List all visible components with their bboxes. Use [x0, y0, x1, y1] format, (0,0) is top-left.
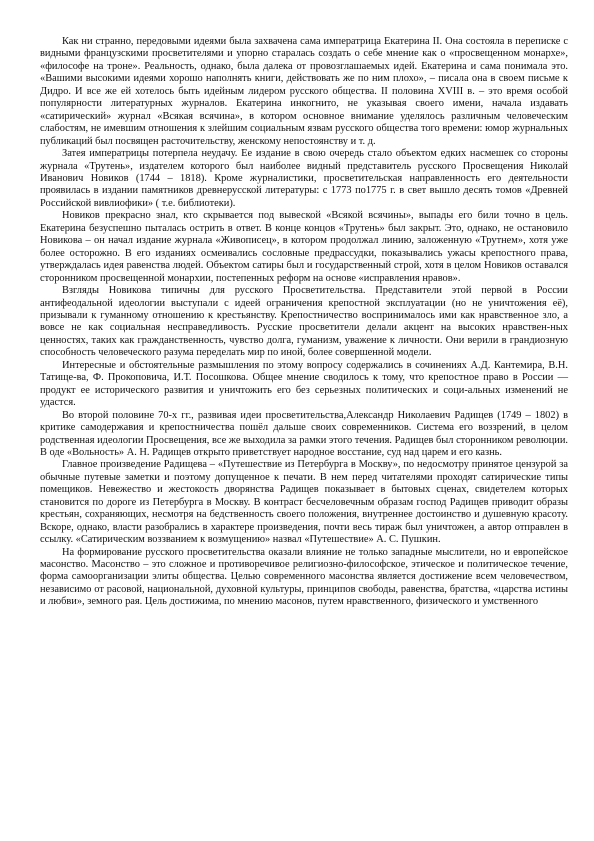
paragraph: Новиков прекрасно знал, кто скрывается под вывеской «Всякой всячины», выпады его били точно в цель. Екатерина безуспешно пыталась острить в ответ. В конце концов «Трутень» был закрыт. Это, однако, не остановило Новикова – он начал издание журнала «Живописец», в котором продолжал линию, заложенную «Трутнем», хотя уже более осторожно. В его изданиях осмеивались сословные предрассудки, показывались ужасы крепостного права, утверждалась идея равенства людей. Объектом сатиры был и государственный строй, хотя в целом Новиков оставался сторонником просвещенной монархии, постепенных реформ на основе «исправления нравов».	[40, 210, 568, 284]
paragraph: Затея императрицы потерпела неудачу. Ее издание в свою очередь стало объектом едких насмешек со стороны журнала «Трутень», издателем которого был наиболее видный представитель русского Просвещения Николай Иванович Новиков (1744 – 1818). Кроме журналистики, просветительская направленность его деятельности проявилась в издании памятников древнерусской литературы: с 1773 по1775 г. в свет вышло десять томов «Древней Российской вивлиофики» ( т.е. библиотеки).	[40, 148, 568, 209]
paragraph: Главное произведение Радищева – «Путешествие из Петербурга в Москву», по недосмотру принятое цензурой за обычные путевые заметки и поэтому допущенное к печати. В нем перед читателями проходят сатирические типы помещиков. Невежество и жестокость дворянства Радищев показывает в бытовых сценах, свидетелем которых становится по дороге из Петербурга в Москву. В контраст бесчеловечным образам господ Радищев приводит образы крестьян, сохраняющих, несмотря на бедственность своего положения, внутреннее достоинство и душевную красоту. Вскоре, однако, власти разобрались в характере произведения, почти весь тираж был уничтожен, а автор отправлен в ссылку. «Сатирическим воззванием к возмущению» назвал «Путешествие» А. С. Пушкин.	[40, 459, 568, 546]
paragraph: Взгляды Новикова типичны для русского Просветительства. Представители этой первой в России антифеодальной идеологии выступали с идеей ограничения крепостной эксплуатации (но не уничтожения её), призывали к гуманному отношению к крестьянству. Крепостничество воспринималось ими как нравственное зло, а вовсе не как социальная несправедливость. Русские просветители делали акцент на высоких нравствен-ных ценностях, таких как гражданственность, чувство долга, гуманизм, уважение к личности. Они верили в грандиозную способность человеческого разума переделать мир по иной, более совершенной модели.	[40, 285, 568, 359]
paragraph: Как ни странно, передовыми идеями была захвачена сама императрица Екатерина II. Она состояла в переписке с видными французскими просветителями и упорно старалась создать о себе мнение как о «просвещенном монархе», «философе на троне». Реальность, однако, была далека от провозглашаемых идей. Екатерина и сама понимала это. «Вашими высокими идеями хорошо наполнять книги, действовать же по ним плохо», – писала она в своем письме к Дидро. И все же ей хотелось быть идейным лидером русского общества. II половина XVIII в. – это время особой популярности литературных журналов. Екатерина инкогнито, не указывая своего имени, начала издавать «сатирический» журнал «Всякая всячина», в котором основное внимание уделялось различным человеческим слабостям, не имевшим отношения к злейшим социальным язвам русского общества того времени: юмор журнальных публикаций был посвящен расточительству, женскому непостоянству и т. д.	[40, 36, 568, 147]
document-page	[40, 36, 568, 609]
paragraph: На формирование русского просветительства оказали влияние не только западные мыслители, но и европейское масонство. Масонство – это сложное и противоречивое религиозно-философское, этическое и политическое течение, форма самоорганизации элиты общества. Целью современного масонства является достижение всем человечеством, независимо от расовой, национальной, духовной культуры, принципов свободы, равенства, братства, «царства истины и любви», земного рая. Цель достижима, по мнению масонов, путем нравственного, физического и умственного	[40, 546, 568, 608]
paragraph: Интересные и обстоятельные размышления по этому вопросу содержались в сочинениях А.Д. Кантемира, В.Н. Татище-ва, Ф. Прокоповича, И.Т. Посошкова. Общее мнение сводилось к тому, что крепостное право в России — продукт ее исторического развития и уничтожить его без серьезных политических и соци-альных изменений не удастся.	[40, 359, 568, 409]
paragraph: Во второй половине 70-х гг., развивая идеи просветительства,Александр Николаевич Радищев (1749 – 1802) в критике самодержавия и крепостничества пошёл дальше своих современников. Система его воззрений, в целом родственная идеологии Просвещения, все же выходила за рамки этого течения. Радищев был сторонником революции. В оде «Вольность» А. Н. Радищев открыто приветствует народное восстание, суд над царем и его казнь.	[40, 409, 568, 458]
